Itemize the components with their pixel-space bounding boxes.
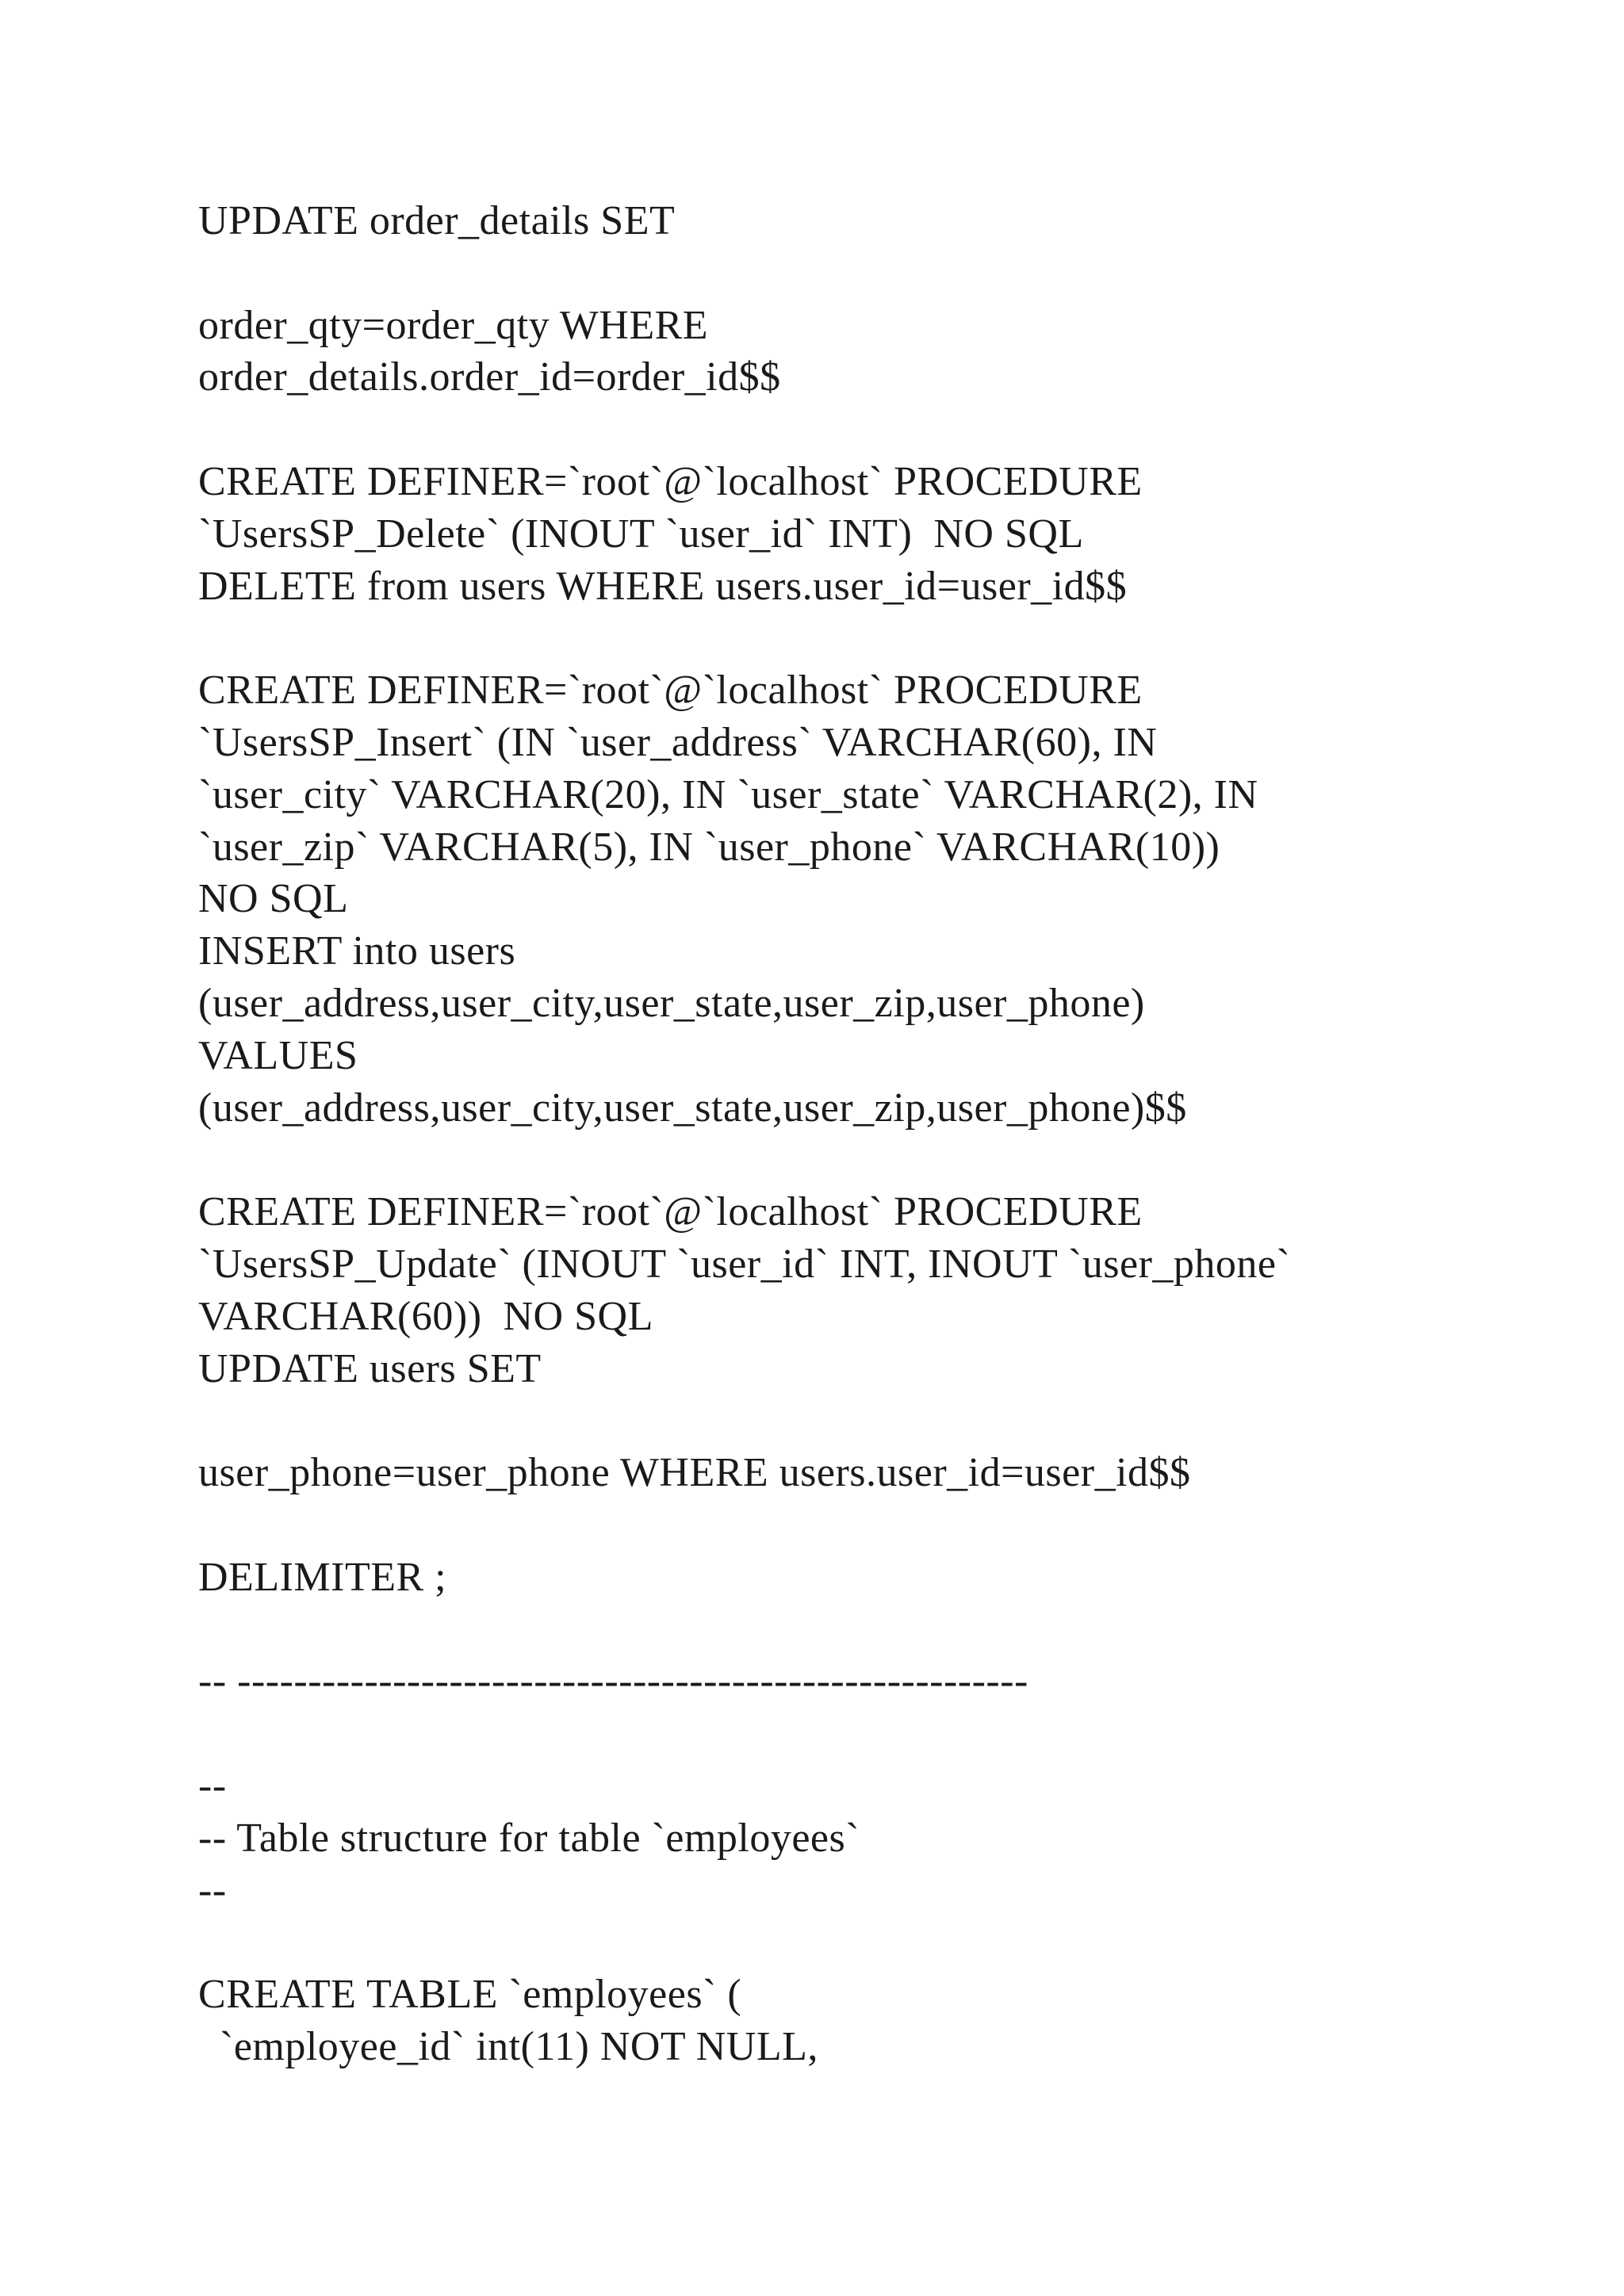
text-line: order_qty=order_qty WHERE [198,302,709,348]
text-line: `employee_id` int(11) NOT NULL, [198,2023,818,2069]
blank-line [198,404,1562,456]
sql-text-block [198,195,1562,2073]
text-line: CREATE DEFINER=`root`@`localhost` PROCEDURE [198,458,1143,504]
text-line: DELETE from users WHERE users.user_id=user_id$$ [198,563,1128,609]
text-line: `user_zip` VARCHAR(5), IN `user_phone` VARCHAR(10)) [198,824,1220,870]
text-line: (user_address,user_city,user_state,user_zip,user_phone) [198,980,1145,1026]
blank-line [198,1916,1562,1969]
text-line: `UsersSP_Delete` (INOUT `user_id` INT) NO SQL [198,511,1084,557]
text-line: `user_city` VARCHAR(20), IN `user_state` VARCHAR(2), IN [198,771,1258,817]
text-line: INSERT into users [198,928,516,974]
text-line: VARCHAR(60)) NO SQL [198,1293,653,1339]
blank-line [198,1395,1562,1447]
comment-line: -- [198,1762,227,1808]
text-line: `UsersSP_Insert` (IN `user_address` VARCHAR(60), IN [198,719,1158,765]
text-line: DELIMITER ; [198,1554,447,1600]
text-line: NO SQL [198,876,349,922]
blank-line [198,612,1562,664]
blank-line [198,1499,1562,1552]
text-line: order_details.order_id=order_id$$ [198,354,781,400]
text-line: CREATE DEFINER=`root`@`localhost` PROCEDURE [198,668,1143,714]
text-line: user_phone=user_phone WHERE users.user_id=user_id$$ [198,1450,1191,1496]
separator-comment-line: -- -------------------------------------------------------- [198,1659,1028,1705]
text-line: CREATE TABLE `employees` ( [198,1972,742,2018]
comment-line: -- [198,1867,227,1913]
text-line: CREATE DEFINER=`root`@`localhost` PROCEDURE [198,1189,1143,1235]
text-line: VALUES [198,1032,358,1078]
text-line: UPDATE order_details SET [198,198,676,243]
text-line: (user_address,user_city,user_state,user_zip,user_phone)$$ [198,1085,1187,1131]
blank-line [198,1708,1562,1760]
text-line: UPDATE users SET [198,1345,542,1391]
text-line: `UsersSP_Update` (INOUT `user_id` INT, INOUT `user_phone` [198,1241,1291,1287]
comment-line: -- Table structure for table `employees` [198,1815,860,1861]
blank-line [198,1134,1562,1186]
blank-line [198,247,1562,300]
blank-line [198,1604,1562,1656]
